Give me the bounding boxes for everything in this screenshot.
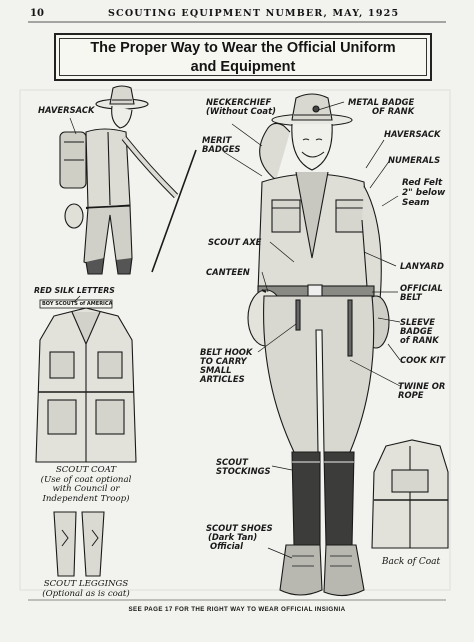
- scout-leggings-drawing: [54, 512, 104, 576]
- label-sleeve-badge: SLEEVE BADGE of RANK: [400, 317, 439, 345]
- label-haversack-left: HAVERSACK: [38, 105, 95, 115]
- label-scout-shoes: SCOUT SHOES (Dark Tan) Official: [206, 523, 273, 551]
- caption-scout-leggings: SCOUT LEGGINGS (Optional as is coat): [42, 579, 130, 599]
- title-line-2: and Equipment: [190, 59, 296, 75]
- running-head: SCOUTING EQUIPMENT NUMBER, MAY, 1925: [108, 8, 400, 19]
- label-red-silk-letters: RED SILK LETTERS: [34, 286, 115, 295]
- label-metal-badge: METAL BADGE OF RANK: [348, 97, 415, 116]
- label-scout-stockings: SCOUT STOCKINGS: [216, 457, 271, 476]
- label-scout-axe: SCOUT AXE: [208, 237, 262, 247]
- label-red-felt: Red Felt 2" below Seam: [402, 178, 446, 208]
- label-lanyard: LANYARD: [400, 261, 444, 271]
- label-cook-kit: COOK KIT: [400, 355, 446, 365]
- label-canteen: CANTEEN: [206, 267, 250, 277]
- label-neckerchief: NECKERCHIEF (Without Coat): [206, 97, 276, 116]
- caption-scout-coat: SCOUT COAT (Use of coat optional with Council or Independent Troop): [40, 465, 132, 504]
- back-of-coat-drawing: [372, 440, 448, 548]
- label-boy-scouts-strip: BOY SCOUTS of AMERICA: [42, 301, 113, 307]
- page-number: 10: [30, 8, 44, 19]
- label-official-belt: OFFICIAL BELT: [400, 283, 443, 302]
- label-belt-hook: BELT HOOK TO CARRY SMALL ARTICLES: [200, 347, 253, 384]
- label-numerals: NUMERALS: [388, 155, 441, 165]
- label-merit-badges: MERIT BADGES: [202, 135, 241, 154]
- title-box: [54, 33, 432, 81]
- scout-coat-drawing: [36, 300, 136, 462]
- label-haversack-right: HAVERSACK: [384, 129, 441, 139]
- footer-note: SEE PAGE 17 FOR THE RIGHT WAY TO WEAR OFFICIAL INSIGNIA: [128, 606, 346, 613]
- label-twine: TWINE OR ROPE: [398, 381, 446, 400]
- saluting-scout-figure: [248, 94, 389, 596]
- title-line-1: The Proper Way to Wear the Official Uniform: [90, 40, 396, 56]
- caption-back-of-coat: Back of Coat: [381, 557, 441, 567]
